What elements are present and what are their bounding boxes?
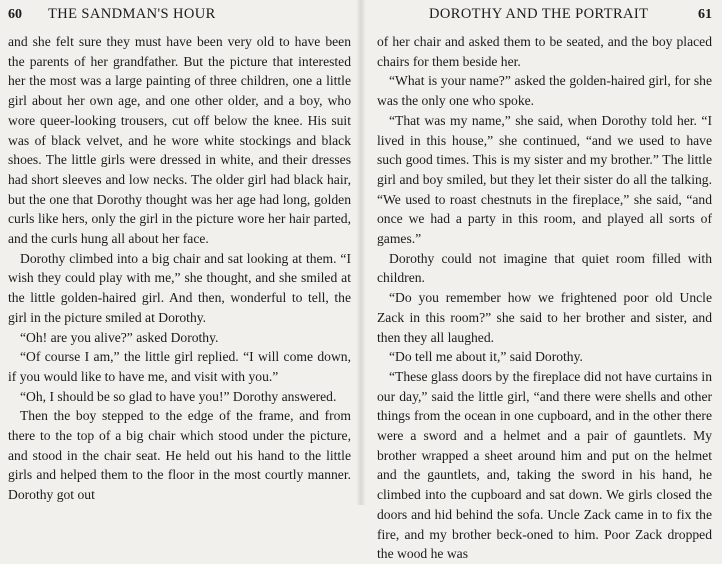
page-body [377, 32, 712, 564]
right-page [361, 0, 722, 562]
page-number: 61 [698, 7, 712, 22]
paragraph: Dorothy climbed into a big chair and sat looking at them. “I wish they could play with me,” she thought, and she smiled at the little golden-haired girl. And then, wonderful to tell, the girl in the picture smiled at Dorothy. [8, 250, 351, 325]
running-head-right [377, 6, 712, 28]
page-body [8, 32, 351, 505]
running-title: DOROTHY AND THE PORTRAIT [429, 6, 649, 22]
paragraph: “Oh, I should be so glad to have you!” Dorothy answered. [20, 388, 337, 404]
paragraph: Dorothy could not imagine that quiet room filled with children. [377, 250, 712, 286]
paragraph: of her chair and asked them to be seated, and the boy placed chairs for them beside her. [377, 34, 712, 69]
paragraph: “Of course I am,” the little girl replied. “I will come down, if you would like to have me, and visit with you.” [8, 349, 351, 384]
left-page [0, 0, 361, 505]
paragraph: “That was my name,” she said, when Dorothy told her. “I lived in this house,” she continued, “and we used to have such good times. This is my sister and my brother.” The little girl and boy smiled, but they let their sister do all the talking. “We used to roast chestnuts in the fireplace,” she said, “and once we had a party in this room, and played all sorts of games.” [377, 112, 712, 247]
paragraph: “Oh! are you alive?” asked Dorothy. [20, 329, 219, 345]
paragraph: “Do tell me about it,” said Dorothy. [389, 349, 583, 365]
paragraph: and she felt sure they must have been very old to have been the parents of her grandfather. But the picture that interested her the most was a large painting of three children, one a little girl about her own age, and one other older, and a boy, who wore queer-looking trousers, cut off below the knee. His suit was of black velvet, and he wore white stockings and black shoes. The little girls were dressed in white, and their dresses had short sleeves and low necks. The older girl had black hair, but the one that Dorothy thought was her age had long, golden curls like hers, only the girl in the picture wore her hair parted, and the curls hung all about her face. [8, 34, 351, 247]
paragraph: “These glass doors by the fireplace did not have curtains in our day,” said the little girl, “and there were shells and other things from the ocean in one cupboard, and in the other there were a sword and a helmet and a pair of gauntlets. My brother wrapped a sheet around him and put on the helmet and the gauntlets, and, taking the sword in his hand, he climbed into the cupboard and sat down. We girls closed the doors and hid behind the sofa. Uncle Zack came in to fix the fire, and my brother beck-oned to him. Poor Zack dropped the wood he was [377, 368, 712, 562]
running-title: THE SANDMAN'S HOUR [48, 6, 216, 22]
paragraph: “Do you remember how we frightened poor old Uncle Zack in this room?” she said to her brother and sister, and then they all laughed. [377, 290, 712, 345]
running-head-left [8, 6, 351, 28]
paragraph: “What is your name?” asked the golden-haired girl, for she was the only one who spoke. [377, 73, 712, 109]
page-number: 60 [8, 7, 22, 22]
paragraph: Then the boy stepped to the edge of the frame, and from there to the top of a big chair which stood under the picture, and stood in the chair seat. He held out his hand to the little girls and helped them to the floor in the most courtly manner. Dorothy got out [8, 408, 351, 503]
